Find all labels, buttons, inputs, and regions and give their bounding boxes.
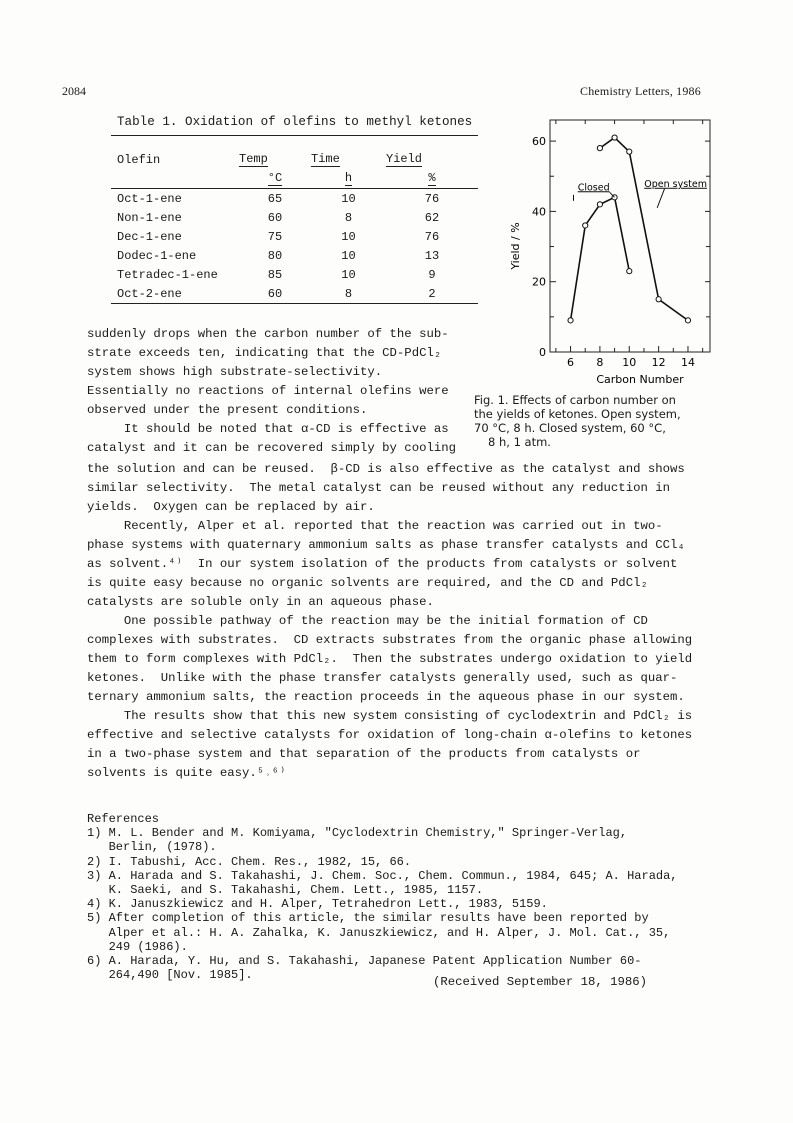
- body-text-line: suddenly drops when the carbon number of the sub-: [87, 327, 449, 341]
- table-top-rule: [111, 135, 478, 136]
- reference-line: 264,490 [Nov. 1985].: [87, 968, 253, 983]
- body-text-line: is quite easy because no organic solvents are required, and the CD and PdCl₂: [87, 576, 648, 590]
- table-cell: 85: [267, 267, 283, 282]
- reference-line: 1) M. L. Bender and M. Komiyama, "Cyclodextrin Chemistry," Springer-Verlag,: [87, 826, 628, 841]
- reference-line: 2) I. Tabushi, Acc. Chem. Res., 1982, 15, 66.: [87, 854, 412, 869]
- x-axis-label: Carbon Number: [596, 373, 684, 386]
- body-text-full: [87, 460, 727, 783]
- data-point: [612, 135, 617, 140]
- table-cell: 76: [424, 229, 440, 244]
- body-text-line: solvents is quite easy.⁵˒⁶⁾: [87, 766, 287, 780]
- table-body: [111, 189, 478, 304]
- table-cell: 60: [267, 286, 283, 301]
- body-text-line: Recently, Alper et al. reported that the reaction was carried out in two-: [87, 519, 663, 533]
- x-tick-label: 14: [680, 356, 695, 369]
- body-text-line: ternary ammonium salts, the reaction proceeds in the aqueous phase in our system.: [87, 690, 685, 704]
- figure-caption: [474, 393, 681, 449]
- unit-time-label: h: [344, 171, 353, 185]
- table-cell: 60: [267, 210, 283, 225]
- references: [87, 812, 678, 982]
- reference-line: Berlin, (1978).: [87, 840, 217, 855]
- data-point: [656, 297, 661, 302]
- olefin-table: [111, 150, 478, 304]
- body-text-line: complexes with substrates. CD extracts substrates from the organic phase allowing: [87, 633, 693, 647]
- x-tick-label: 6: [567, 356, 575, 369]
- reference-line: Alper et al.: H. A. Zahalka, K. Januszkiewicz, and H. Alper, J. Mol. Cat., 35,: [87, 925, 671, 940]
- body-text-line: them to form complexes with PdCl₂. Then the substrates undergo oxidation to yield: [87, 652, 693, 666]
- series-label-open: Open system: [644, 178, 707, 190]
- data-point: [685, 318, 690, 323]
- col-header-temp-label: Temp: [239, 152, 268, 166]
- x-tick-label: 10: [622, 356, 637, 369]
- reference-line: 249 (1986).: [87, 939, 188, 954]
- series-line-closed: [571, 197, 630, 320]
- body-text-line: The results show that this new system consisting of cyclodextrin and PdCl₂ is: [87, 709, 693, 723]
- table-row: [111, 246, 478, 265]
- series-label-leader: [657, 189, 664, 208]
- table-cell: 13: [424, 248, 440, 263]
- body-text-line: in a two-phase system and that separation of the products from catalysts or: [87, 747, 641, 761]
- col-header-yield-label: Yield: [386, 152, 423, 166]
- table-cell: 10: [341, 191, 356, 206]
- x-tick-label: 8: [596, 356, 604, 369]
- table-cell: 8: [344, 286, 353, 301]
- table-cell: Non-1-ene: [117, 210, 182, 225]
- unit-temp-label: °C: [267, 171, 283, 185]
- reference-line: 6) A. Harada, Y. Hu, and S. Takahashi, Japanese Patent Application Number 60-: [87, 953, 642, 968]
- body-text-line: It should be noted that α-CD is effective as: [87, 422, 449, 436]
- figure-caption-line: the yields of ketones. Open system,: [474, 407, 681, 421]
- body-text-line: yields. Oxygen can be replaced by air.: [87, 500, 375, 514]
- unit-olefin: [111, 169, 239, 189]
- x-tick-label: 12: [651, 356, 666, 369]
- unit-yield: [386, 169, 478, 189]
- table-cell: 65: [267, 191, 283, 206]
- y-axis-label: Yield / %: [509, 222, 522, 270]
- col-header-yield: [386, 150, 478, 169]
- unit-temp: [239, 169, 311, 189]
- data-point: [583, 223, 588, 228]
- table-row: [111, 189, 478, 209]
- col-header-time-label: Time: [311, 152, 340, 166]
- table-row: [111, 227, 478, 246]
- data-point: [568, 318, 573, 323]
- body-text-line: ketones. Unlike with the phase transfer catalysts generally used, such as quar-: [87, 671, 678, 685]
- figure-caption-line: 8 h, 1 atm.: [488, 435, 551, 449]
- body-text-left: [87, 325, 477, 458]
- table-row: [111, 284, 478, 304]
- body-text-line: effective and selective catalysts for oxidation of long-chain α-olefins to ketones: [87, 728, 693, 742]
- body-text-line: strate exceeds ten, indicating that the CD-PdCl₂: [87, 346, 442, 360]
- table-cell: 10: [341, 248, 356, 263]
- data-point: [627, 269, 632, 274]
- table-row: [111, 265, 478, 284]
- references-list: [87, 826, 678, 982]
- table-header-row: [111, 150, 478, 169]
- body-text-line: as solvent.⁴⁾ In our system isolation of the products from catalysts or solvent: [87, 557, 678, 571]
- data-point: [627, 149, 632, 154]
- table-cell: Oct-2-ene: [117, 286, 182, 301]
- data-point: [597, 146, 602, 151]
- references-heading: References: [87, 812, 160, 826]
- table-row: [111, 208, 478, 227]
- body-text-line: system shows high substrate-selectivity.: [87, 365, 383, 379]
- reference-line: 3) A. Harada and S. Takahashi, J. Chem. Soc., Chem. Commun., 1984, 645; A. Harada,: [87, 868, 678, 883]
- table-cell: 76: [424, 191, 440, 206]
- y-tick-label: 0: [539, 346, 546, 359]
- figure-caption-line: Fig. 1. Effects of carbon number on: [474, 393, 676, 407]
- series-label-closed: Closed: [577, 182, 610, 194]
- yield-vs-carbon-chart: [505, 110, 740, 390]
- body-text-line: Essentially no reactions of internal olefins were: [87, 384, 449, 398]
- table-cell: Oct-1-ene: [117, 191, 182, 206]
- table-cell: 80: [267, 248, 283, 263]
- table-cell: 8: [344, 210, 353, 225]
- table-cell: 9: [428, 267, 436, 282]
- col-header-olefin: Olefin: [117, 152, 161, 167]
- received-date: (Received September 18, 1986): [433, 975, 648, 989]
- body-text-line: catalyst and it can be recovered simply by cooling: [87, 441, 456, 455]
- data-point: [597, 202, 602, 207]
- col-header-temp: [239, 150, 311, 169]
- series-line-open: [600, 138, 688, 321]
- page-number: 2084: [62, 84, 86, 98]
- table-units-row: [111, 169, 478, 189]
- reference-line: 5) After completion of this article, the similar results have been reported by: [87, 911, 649, 926]
- body-text-line: One possible pathway of the reaction may be the initial formation of CD: [87, 614, 648, 628]
- y-tick-label: 20: [532, 275, 546, 289]
- table-cell: 62: [424, 210, 440, 225]
- body-text-line: the solution and can be reused. β-CD is also effective as the catalyst and shows: [87, 462, 685, 476]
- reference-line: 4) K. Januszkiewicz and H. Alper, Tetrahedron Lett., 1983, 5159.: [87, 897, 548, 912]
- unit-yield-label: %: [428, 171, 436, 185]
- table-cell: 75: [267, 229, 283, 244]
- body-text-line: similar selectivity. The metal catalyst can be reused without any reduction in: [87, 481, 670, 495]
- figure-caption-line: 70 °C, 8 h. Closed system, 60 °C,: [474, 421, 666, 435]
- reference-line: K. Saeki, and S. Takahashi, Chem. Lett., 1985, 1157.: [87, 882, 484, 897]
- unit-time: [311, 169, 386, 189]
- table-cell: Dodec-1-ene: [117, 248, 197, 263]
- y-tick-label: 60: [532, 135, 546, 149]
- table-cell: 10: [341, 267, 356, 282]
- table-cell: 10: [341, 229, 356, 244]
- table-cell: Dec-1-ene: [117, 229, 182, 244]
- table-caption: Table 1. Oxidation of olefins to methyl ketones: [117, 115, 473, 129]
- table-cell: 2: [428, 286, 436, 301]
- y-tick-label: 40: [532, 205, 546, 219]
- col-header-time: [311, 150, 386, 169]
- table-cell: Tetradec-1-ene: [117, 267, 218, 282]
- body-text-line: phase systems with quaternary ammonium salts as phase transfer catalysts and CCl₄: [87, 538, 685, 552]
- journal-header: Chemistry Letters, 1986: [580, 84, 701, 98]
- body-text-line: observed under the present conditions.: [87, 403, 368, 417]
- body-text-line: catalysts are soluble only in an aqueous phase.: [87, 595, 434, 609]
